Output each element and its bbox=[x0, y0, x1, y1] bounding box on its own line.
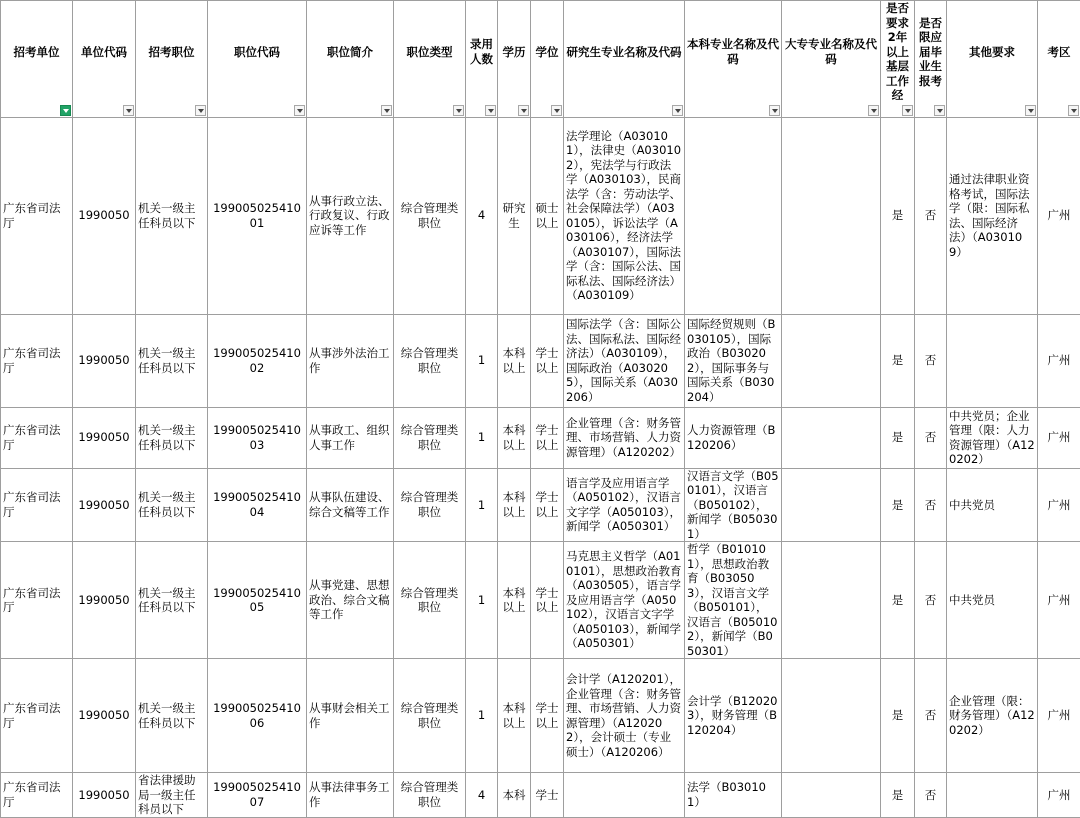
table-cell[interactable]: 学士以上 bbox=[531, 407, 564, 468]
header-cell: 职位代码 bbox=[208, 1, 307, 118]
table-cell[interactable]: 1990050 bbox=[73, 773, 136, 818]
filter-dropdown-icon[interactable] bbox=[518, 105, 529, 116]
header-cell: 招考单位 bbox=[1, 1, 73, 118]
table-cell[interactable] bbox=[782, 468, 881, 542]
table-cell[interactable]: 机关一级主任科员以下 bbox=[136, 314, 208, 407]
table-cell[interactable]: 1 bbox=[466, 407, 498, 468]
filter-dropdown-icon[interactable] bbox=[934, 105, 945, 116]
filter-dropdown-icon[interactable] bbox=[672, 105, 683, 116]
table-cell[interactable]: 19900502541003 bbox=[208, 407, 307, 468]
table-cell[interactable]: 国际经贸规则（B030105），国际政治（B030202），国际事务与国际关系（B030204） bbox=[685, 314, 782, 407]
filter-dropdown-icon[interactable] bbox=[195, 105, 206, 116]
table-cell[interactable]: 综合管理类职位 bbox=[394, 659, 466, 773]
table-cell[interactable]: 学士 bbox=[531, 773, 564, 818]
header-row bbox=[1, 1, 1080, 118]
table-cell[interactable]: 是 bbox=[881, 407, 915, 468]
table-cell[interactable]: 学士以上 bbox=[531, 659, 564, 773]
table-cell[interactable]: 本科 bbox=[498, 773, 531, 818]
table-cell[interactable]: 否 bbox=[915, 407, 947, 468]
table-cell[interactable] bbox=[782, 407, 881, 468]
table-cell[interactable]: 4 bbox=[466, 773, 498, 818]
table-cell[interactable]: 1 bbox=[466, 542, 498, 659]
table-cell[interactable]: 19900502541004 bbox=[208, 468, 307, 542]
table-cell[interactable]: 是 bbox=[881, 314, 915, 407]
table-row bbox=[1, 314, 1080, 407]
table-cell[interactable]: 19900502541001 bbox=[208, 117, 307, 314]
table-cell[interactable]: 19900502541002 bbox=[208, 314, 307, 407]
header-cell: 招考职位 bbox=[136, 1, 208, 118]
header-cell: 是否要求2年以上基层工作经 bbox=[881, 1, 915, 118]
filter-dropdown-icon[interactable] bbox=[551, 105, 562, 116]
table-row bbox=[1, 407, 1080, 468]
table-cell[interactable]: 1990050 bbox=[73, 468, 136, 542]
table-cell[interactable]: 法学（B030101） bbox=[685, 773, 782, 818]
table-cell[interactable]: 1990050 bbox=[73, 117, 136, 314]
table-cell[interactable]: 是 bbox=[881, 659, 915, 773]
table-cell[interactable]: 机关一级主任科员以下 bbox=[136, 542, 208, 659]
table-cell[interactable]: 广州 bbox=[1038, 773, 1080, 818]
table-cell[interactable]: 19900502541006 bbox=[208, 659, 307, 773]
table-cell[interactable]: 从事队伍建设、综合文稿等工作 bbox=[307, 468, 394, 542]
table-cell[interactable]: 本科以上 bbox=[498, 407, 531, 468]
header-cell: 职位类型 bbox=[394, 1, 466, 118]
table-row bbox=[1, 542, 1080, 659]
table-cell[interactable]: 否 bbox=[915, 468, 947, 542]
table-cell[interactable]: 1 bbox=[466, 468, 498, 542]
table-cell[interactable]: 是 bbox=[881, 773, 915, 818]
table-cell[interactable]: 综合管理类职位 bbox=[394, 773, 466, 818]
table-cell[interactable]: 4 bbox=[466, 117, 498, 314]
table-cell[interactable]: 综合管理类职位 bbox=[394, 117, 466, 314]
table-cell[interactable]: 1 bbox=[466, 659, 498, 773]
table-cell[interactable]: 否 bbox=[915, 542, 947, 659]
table-cell[interactable]: 广州 bbox=[1038, 314, 1080, 407]
table-cell[interactable]: 省法律援助局一级主任科员以下 bbox=[136, 773, 208, 818]
table-cell[interactable]: 广东省司法厅 bbox=[1, 773, 73, 818]
table-cell[interactable]: 广东省司法厅 bbox=[1, 407, 73, 468]
table-cell[interactable]: 1 bbox=[466, 314, 498, 407]
table-row bbox=[1, 468, 1080, 542]
table-cell[interactable]: 从事涉外法治工作 bbox=[307, 314, 394, 407]
filter-dropdown-icon[interactable] bbox=[294, 105, 305, 116]
table-cell[interactable]: 法学理论（A030101），法律史（A030102），宪法学与行政法学（A030103），民商法学（含：劳动法学、社会保障法学）（A030105），诉讼法学（A030106），经济法学（A030107），国际法学（含：国际公法、国际私法、国际经济法）（A030109） bbox=[564, 117, 685, 314]
header-cell: 其他要求 bbox=[947, 1, 1038, 118]
header-cell: 单位代码 bbox=[73, 1, 136, 118]
header-cell: 录用人数 bbox=[466, 1, 498, 118]
table-cell[interactable]: 从事财会相关工作 bbox=[307, 659, 394, 773]
table-cell[interactable] bbox=[782, 117, 881, 314]
table-cell[interactable]: 19900502541005 bbox=[208, 542, 307, 659]
table-cell[interactable]: 综合管理类职位 bbox=[394, 407, 466, 468]
table-cell[interactable] bbox=[782, 773, 881, 818]
table-cell[interactable]: 广州 bbox=[1038, 117, 1080, 314]
table-cell[interactable]: 是 bbox=[881, 117, 915, 314]
filter-dropdown-icon[interactable] bbox=[123, 105, 134, 116]
table-cell[interactable]: 机关一级主任科员以下 bbox=[136, 659, 208, 773]
table-cell[interactable]: 哲学（B010101），思想政治教育（B030503），汉语言文学（B050101），汉语言（B050102），新闻学（B050301） bbox=[685, 542, 782, 659]
table-row bbox=[1, 117, 1080, 314]
table-cell[interactable]: 从事行政立法、行政复议、行政应诉等工作 bbox=[307, 117, 394, 314]
table-cell[interactable]: 1990050 bbox=[73, 659, 136, 773]
table-cell[interactable]: 学士以上 bbox=[531, 542, 564, 659]
table-cell[interactable] bbox=[782, 314, 881, 407]
table-cell[interactable]: 语言学及应用语言学（A050102），汉语言文字学（A050103），新闻学（A050301） bbox=[564, 468, 685, 542]
table-cell[interactable]: 企业管理（含：财务管理、市场营销、人力资源管理）（A120202） bbox=[564, 407, 685, 468]
table-cell[interactable]: 从事法律事务工作 bbox=[307, 773, 394, 818]
table-cell[interactable]: 人力资源管理（B120206） bbox=[685, 407, 782, 468]
filter-dropdown-icon[interactable] bbox=[1068, 105, 1079, 116]
filter-dropdown-icon[interactable] bbox=[485, 105, 496, 116]
table-cell[interactable]: 广东省司法厅 bbox=[1, 117, 73, 314]
filter-dropdown-icon[interactable] bbox=[902, 105, 913, 116]
table-cell[interactable]: 机关一级主任科员以下 bbox=[136, 407, 208, 468]
table-cell[interactable] bbox=[685, 117, 782, 314]
table-row bbox=[1, 773, 1080, 818]
table-cell[interactable]: 否 bbox=[915, 659, 947, 773]
table-cell[interactable]: 中共党员 bbox=[947, 542, 1038, 659]
table-cell[interactable]: 广州 bbox=[1038, 542, 1080, 659]
table-cell[interactable]: 本科以上 bbox=[498, 314, 531, 407]
table-cell[interactable] bbox=[947, 773, 1038, 818]
table-cell[interactable]: 1990050 bbox=[73, 314, 136, 407]
table-cell[interactable]: 汉语言文学（B050101），汉语言（B050102），新闻学（B050301） bbox=[685, 468, 782, 542]
table-cell[interactable]: 从事党建、思想政治、综合文稿等工作 bbox=[307, 542, 394, 659]
table-cell[interactable]: 广州 bbox=[1038, 468, 1080, 542]
header-cell: 大专专业名称及代码 bbox=[782, 1, 881, 118]
table-cell[interactable]: 企业管理（限：财务管理）（A120202） bbox=[947, 659, 1038, 773]
table-cell[interactable]: 是 bbox=[881, 542, 915, 659]
table-cell[interactable]: 否 bbox=[915, 773, 947, 818]
table-cell[interactable]: 综合管理类职位 bbox=[394, 468, 466, 542]
table-cell[interactable]: 广东省司法厅 bbox=[1, 314, 73, 407]
table-cell[interactable]: 1990050 bbox=[73, 542, 136, 659]
table-cell[interactable]: 马克思主义哲学（A010101），思想政治教育（A030505），语言学及应用语言学（A050102），汉语言文字学（A050103），新闻学（A050301） bbox=[564, 542, 685, 659]
table-cell[interactable]: 广州 bbox=[1038, 407, 1080, 468]
table-cell[interactable]: 国际法学（含：国际公法、国际私法、国际经济法）（A030109），国际政治（A030205），国际关系（A030206） bbox=[564, 314, 685, 407]
table-cell[interactable]: 广东省司法厅 bbox=[1, 468, 73, 542]
header-cell: 考区 bbox=[1038, 1, 1080, 118]
table-cell[interactable]: 否 bbox=[915, 117, 947, 314]
header-cell: 本科专业名称及代码 bbox=[685, 1, 782, 118]
table-cell[interactable]: 会计学（A120201），企业管理（含：财务管理、市场营销、人力资源管理）（A120202），会计硕士（专业硕士）（A120206） bbox=[564, 659, 685, 773]
header-cell: 是否限应届毕业生报考 bbox=[915, 1, 947, 118]
table-cell[interactable]: 本科以上 bbox=[498, 468, 531, 542]
table-cell[interactable]: 学士以上 bbox=[531, 468, 564, 542]
table-cell[interactable]: 中共党员；企业管理（限：人力资源管理）（A120202） bbox=[947, 407, 1038, 468]
table-cell[interactable]: 机关一级主任科员以下 bbox=[136, 468, 208, 542]
table-cell[interactable]: 广东省司法厅 bbox=[1, 659, 73, 773]
header-cell: 学历 bbox=[498, 1, 531, 118]
table-cell[interactable] bbox=[782, 659, 881, 773]
table-cell[interactable] bbox=[564, 773, 685, 818]
table-cell[interactable]: 中共党员 bbox=[947, 468, 1038, 542]
table-cell[interactable]: 1990050 bbox=[73, 407, 136, 468]
table-cell[interactable]: 广东省司法厅 bbox=[1, 542, 73, 659]
table-cell[interactable]: 学士以上 bbox=[531, 314, 564, 407]
filter-dropdown-icon[interactable] bbox=[381, 105, 392, 116]
table-cell[interactable]: 从事政工、组织人事工作 bbox=[307, 407, 394, 468]
table-cell[interactable]: 综合管理类职位 bbox=[394, 542, 466, 659]
table-cell[interactable]: 综合管理类职位 bbox=[394, 314, 466, 407]
table-cell[interactable]: 硕士以上 bbox=[531, 117, 564, 314]
table-cell[interactable]: 广州 bbox=[1038, 659, 1080, 773]
header-cell: 学位 bbox=[531, 1, 564, 118]
table-cell[interactable]: 会计学（B120203），财务管理（B120204） bbox=[685, 659, 782, 773]
table-row bbox=[1, 659, 1080, 773]
table-cell[interactable] bbox=[947, 314, 1038, 407]
filter-active-icon[interactable] bbox=[60, 105, 71, 116]
header-cell: 研究生专业名称及代码 bbox=[564, 1, 685, 118]
header-cell: 职位简介 bbox=[307, 1, 394, 118]
table-cell[interactable] bbox=[782, 542, 881, 659]
table-cell[interactable]: 19900502541007 bbox=[208, 773, 307, 818]
table-cell[interactable]: 通过法律职业资格考试，国际法学（限：国际私法、国际经济法）（A030109） bbox=[947, 117, 1038, 314]
filter-dropdown-icon[interactable] bbox=[453, 105, 464, 116]
table-cell[interactable]: 机关一级主任科员以下 bbox=[136, 117, 208, 314]
table-cell[interactable]: 否 bbox=[915, 314, 947, 407]
table-cell[interactable]: 是 bbox=[881, 468, 915, 542]
table-cell[interactable]: 本科以上 bbox=[498, 542, 531, 659]
filter-dropdown-icon[interactable] bbox=[868, 105, 879, 116]
table-cell[interactable]: 研究生 bbox=[498, 117, 531, 314]
filter-dropdown-icon[interactable] bbox=[1025, 105, 1036, 116]
filter-dropdown-icon[interactable] bbox=[769, 105, 780, 116]
table-cell[interactable]: 本科以上 bbox=[498, 659, 531, 773]
